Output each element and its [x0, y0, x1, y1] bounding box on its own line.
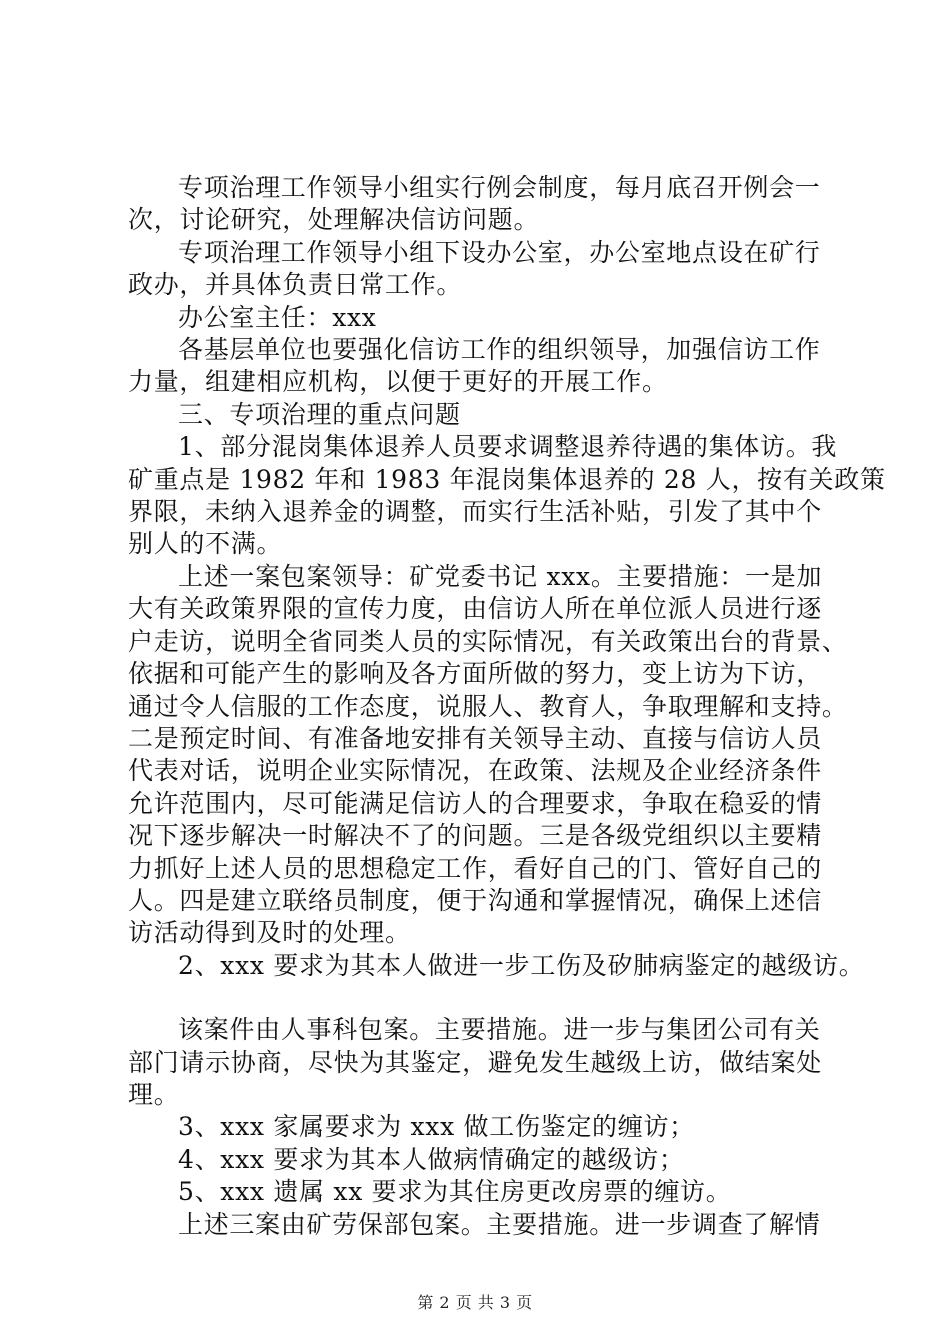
text-line: 1、部分混岗集体退养人员要求调整退养待遇的集体访。我	[178, 432, 838, 462]
text-line: 3、xxx 家属要求为 xxx 做工伤鉴定的缠访；	[178, 1112, 695, 1142]
text-line: 该案件由人事科包案。主要措施。进一步与集团公司有关	[178, 1015, 821, 1045]
text-line: 二是预定时间、有准备地安排有关领导主动、直接与信访人员	[128, 723, 822, 753]
text-line: 2、xxx 要求为其本人做进一步工伤及矽肺病鉴定的越级访。	[178, 950, 865, 980]
text-line: 依据和可能产生的影响及各方面所做的努力，变上访为下访，	[128, 659, 822, 689]
text-line: 别人的不满。	[128, 529, 283, 559]
text-line: 大有关政策界限的宣传力度，由信访人所在单位派人员进行逐	[128, 594, 822, 624]
text-line: 代表对话，说明企业实际情况，在政策、法规及企业经济条件	[128, 756, 822, 786]
text-line: 人。四是建立联络员制度，便于沟通和掌握情况，确保上述信	[128, 885, 822, 915]
text-line: 理。	[128, 1079, 180, 1109]
section-heading: 三、专项治理的重点问题	[178, 399, 461, 429]
text-line: 矿重点是 1982 年和 1983 年混岗集体退养的 28 人，按有关政策	[128, 464, 886, 494]
text-line: 办公室主任：xxx	[178, 302, 377, 332]
text-line: 户走访，说明全省同类人员的实际情况，有关政策出台的背景、	[128, 626, 848, 656]
text-line: 专项治理工作领导小组实行例会制度，每月底召开例会一	[178, 173, 821, 202]
document-body	[128, 172, 886, 1241]
text-line: 力量，组建相应机构，以便于更好的开展工作。	[128, 367, 668, 397]
text-line: 次，讨论研究，处理解决信访问题。	[128, 205, 540, 235]
text-line: 允许范围内，尽可能满足信访人的合理要求，争取在稳妥的情	[128, 788, 822, 818]
text-line: 界限，未纳入退养金的调整，而实行生活补贴，引发了其中个	[128, 497, 822, 527]
text-line: 上述三案由矿劳保部包案。主要措施。进一步调查了解情	[178, 1209, 821, 1239]
text-line: 访活动得到及时的处理。	[128, 918, 411, 948]
text-line: 况下逐步解决一时解决不了的问题。三是各级党组织以主要精	[128, 821, 822, 851]
text-line: 通过令人信服的工作态度，说服人、教育人，争取理解和支持。	[128, 691, 848, 721]
text-line: 4、xxx 要求为其本人做病情确定的越级访；	[178, 1144, 685, 1174]
blank-line	[128, 982, 848, 1014]
text-line: 部门请示协商，尽快为其鉴定，避免发生越级上访，做结案处	[128, 1047, 822, 1077]
text-line: 各基层单位也要强化信访工作的组织领导，加强信访工作	[178, 335, 821, 365]
text-line: 力抓好上述人员的思想稳定工作，看好自己的门、管好自己的	[128, 853, 822, 883]
page-footer: 第 2 页 共 3 页	[417, 1293, 533, 1312]
text-line: 政办，并具体负责日常工作。	[128, 270, 463, 300]
text-line: 专项治理工作领导小组下设办公室，办公室地点设在矿行	[178, 237, 821, 267]
text-line: 5、xxx 遗属 xx 要求为其住房更改房票的缠访。	[178, 1177, 732, 1207]
text-line: 上述一案包案领导：矿党委书记 xxx。主要措施：一是加	[178, 561, 823, 591]
